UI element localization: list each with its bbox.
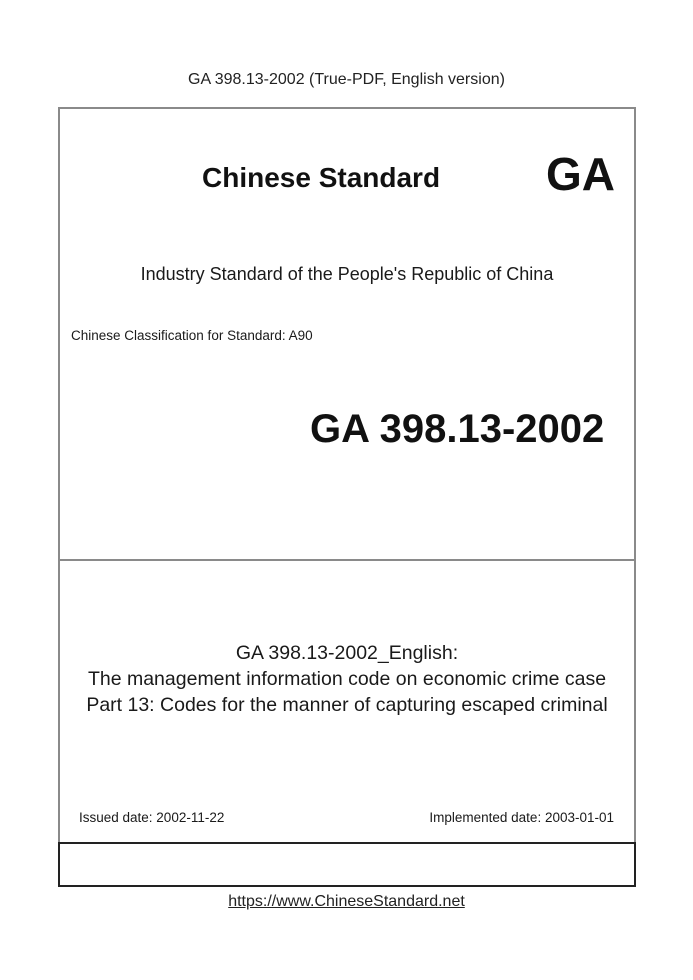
document-title-line-code: GA 398.13-2002_English:	[235, 642, 459, 664]
document-title	[58, 640, 636, 718]
industry-standard-label: Industry Standard of the People's Republic of China	[140, 264, 554, 284]
document-title-line-part: Part 13: Codes for the manner of capturing escaped criminal	[86, 694, 608, 716]
standard-number: GA 398.13-2002	[310, 407, 605, 451]
issued-date: Issued date: 2002-11-22	[79, 810, 225, 825]
website-link[interactable]: https://www.ChineseStandard.net	[228, 893, 465, 910]
document-title-line-main: The management information code on economic crime case	[87, 668, 607, 690]
cover-frame-bottom-box	[58, 842, 636, 887]
page-header: GA 398.13-2002 (True-PDF, English version)	[188, 71, 505, 88]
standard-mark: GA	[546, 148, 615, 200]
cover-title: Chinese Standard	[202, 162, 441, 193]
classification-label: Chinese Classification for Standard: A90	[71, 328, 313, 343]
implemented-date: Implemented date: 2003-01-01	[429, 810, 614, 825]
footer	[0, 893, 693, 911]
